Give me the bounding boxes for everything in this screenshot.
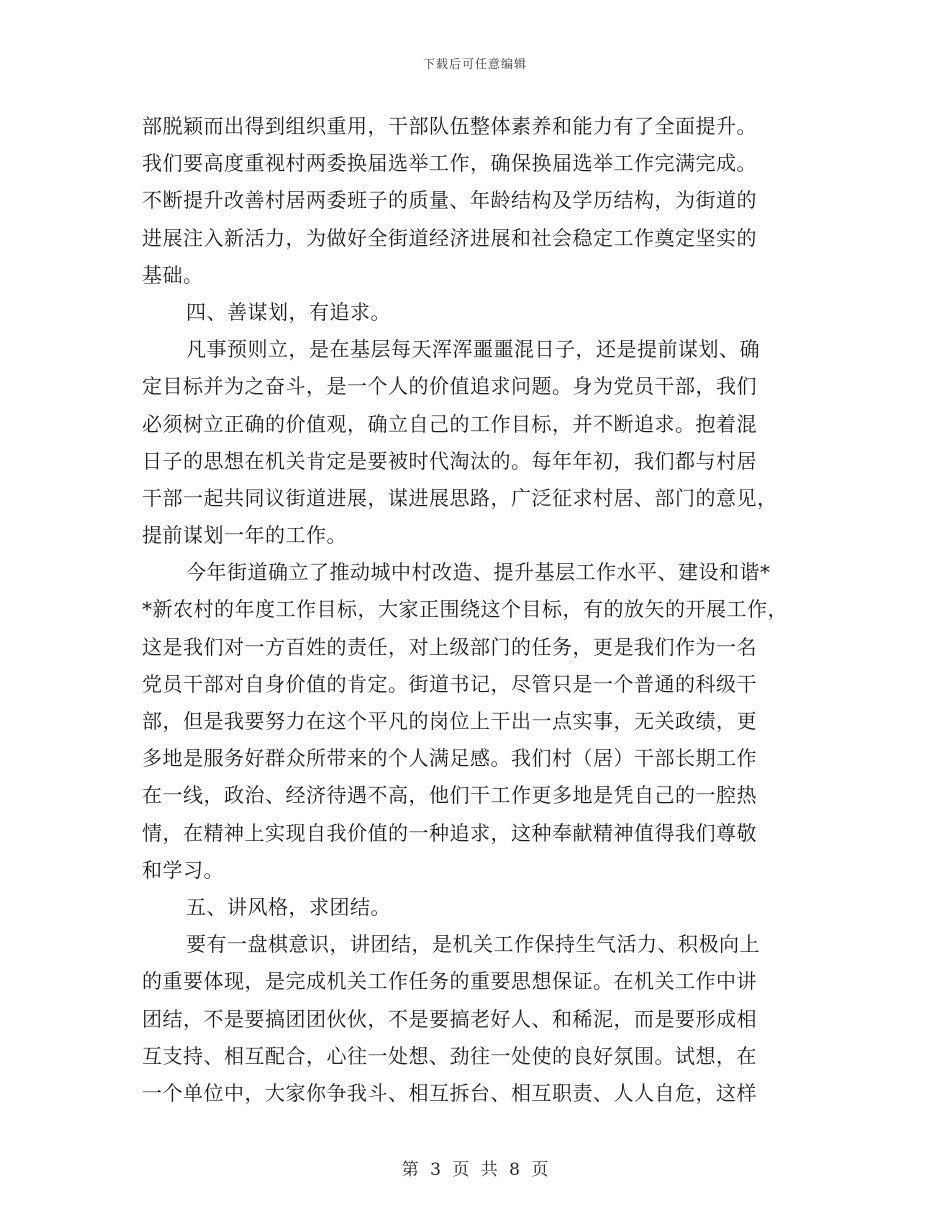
text-line: 和学习。 xyxy=(142,857,224,882)
text-line: 这是我们对一方百姓的责任，对上级部门的任务，更是我们作为一名 xyxy=(142,634,757,659)
text-line: 日子的思想在机关肯定是要被时代淘汰的。每年年初，我们都与村居 xyxy=(142,448,757,473)
section-heading-5: 五、讲风格，求团结。 xyxy=(186,894,391,919)
text-line: 团结，不是要搞团团伙伙，不是要搞老好人、和稀泥，而是要形成相 xyxy=(142,1006,757,1031)
text-line: 情，在精神上实现自我价值的一种追求，这种奉献精神值得我们尊敬 xyxy=(142,820,757,845)
text-line: 提前谋划一年的工作。 xyxy=(142,523,347,548)
page-number: 第 3 页 共 8 页 xyxy=(401,1160,549,1180)
text-line: 部脱颖而出得到组织重用，干部队伍整体素养和能力有了全面提升。 xyxy=(142,114,757,138)
text-line: 在一线，政治、经济待遇不高，他们干工作更多地是凭自己的一腔热 xyxy=(142,783,757,808)
text-line: 干部一起共同议街道进展，谋进展思路，广泛征求村居、部门的意见， xyxy=(142,485,778,510)
text-line: 凡事预则立，是在基层每天浑浑噩噩混日子，还是提前谋划、确 xyxy=(186,337,760,362)
page-header: 下载后可任意编辑 xyxy=(422,57,527,71)
text-line: 进展注入新活力，为做好全街道经济进展和社会稳定工作奠定坚实的 xyxy=(142,225,757,250)
text-line: 要有一盘棋意识，讲团结，是机关工作保持生气活力、积极向上 xyxy=(186,932,760,957)
text-line: 的重要体现，是完成机关工作任务的重要思想保证。在机关工作中讲 xyxy=(142,969,757,994)
text-line: 必须树立正确的价值观，确立自己的工作目标，并不断追求。抱着混 xyxy=(142,411,757,436)
text-line: 不断提升改善村居两委班子的质量、年龄结构及学历结构，为街道的 xyxy=(142,188,757,213)
text-line: 定目标并为之奋斗，是一个人的价值追求问题。身为党员干部，我们 xyxy=(142,374,757,399)
text-line: 我们要高度重视村两委换届选举工作，确保换届选举工作完满完成。 xyxy=(142,151,757,176)
text-line: 多地是服务好群众所带来的个人满足感。我们村（居）干部长期工作 xyxy=(142,746,757,771)
text-line: 部，但是我要努力在这个平凡的岗位上干出一点实事，无关政绩，更 xyxy=(142,709,757,733)
text-line: *新农村的年度工作目标，大家正围绕这个目标，有的放矢的开展工作， xyxy=(142,597,788,622)
text-line: 一个单位中，大家你争我斗、相互拆台、相互职责、人人自危，这样 xyxy=(142,1080,757,1105)
text-line: 互支持、相互配合，心往一处想、劲往一处使的良好氛围。试想，在 xyxy=(142,1043,757,1068)
text-line: 党员干部对自身价值的肯定。街道书记，尽管只是一个普通的科级干 xyxy=(142,671,757,696)
text-line: 基础。 xyxy=(142,262,204,287)
text-line: 今年街道确立了推动城中村改造、提升基层工作水平、建设和谐* xyxy=(186,560,771,585)
document-body xyxy=(142,108,812,1112)
section-heading-4: 四、善谋划，有追求。 xyxy=(186,299,391,324)
